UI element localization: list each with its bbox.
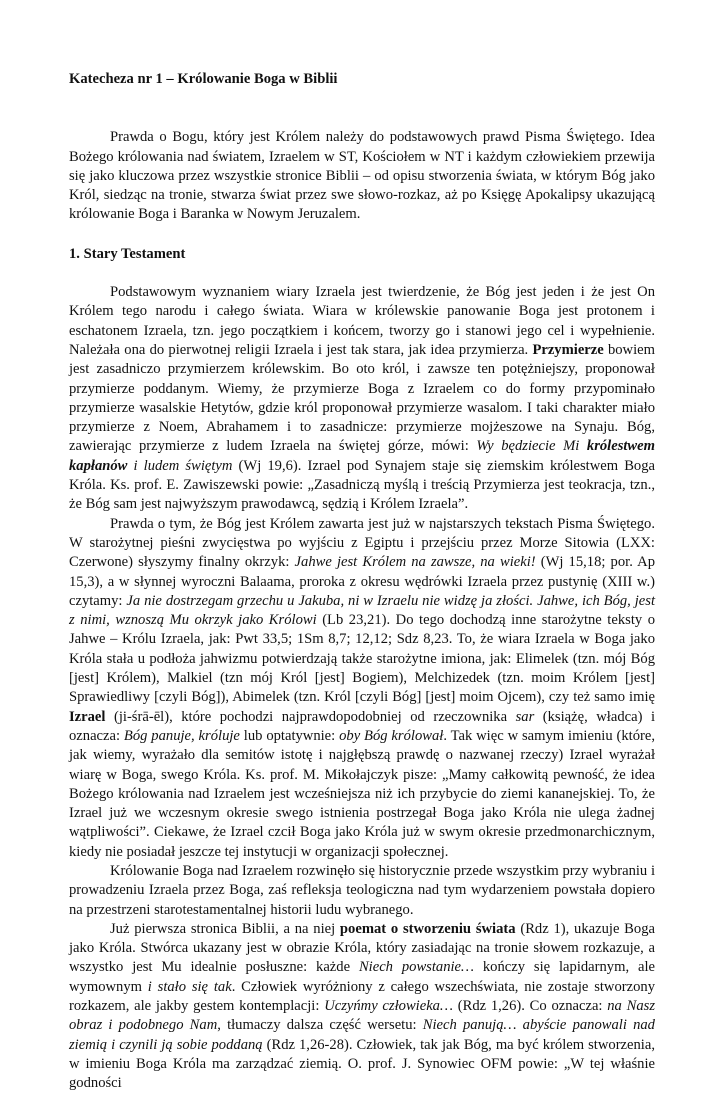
paragraph-1: [69, 283, 655, 515]
text-run: (ji-śrā-ēl), które pochodzi najprawdopodobniej od rzeczownika: [105, 708, 516, 725]
text-run: (Wj 15,18; por. Ap 15,3), a w słynnej wyroczni Balaama, proroka z okresu wędrówki Izraela przez pustynię (XIII w.) czytamy:: [69, 554, 655, 609]
quote-italic: Niech panują… abyście panowali nad ziemią i czynili ją sobie poddaną: [69, 1017, 655, 1053]
text-run: Podstawowym wyznaniem wiary Izraela jest twierdzenie, że Bóg jest jeden i że jest On Królem tego narodu i całego świata. Wiara w królewskie panowanie Boga jest protonem i eschatonem Izraela, tzn. jego początkiem i końcem, tworzy go i stanowi jego cel i wypełnienie. Należała ona do pierwotnej religii Izraela i jest tak stara, jak idea przymierza.: [69, 284, 655, 358]
document-title: Katecheza nr 1 – Królowanie Boga w Biblii: [69, 71, 338, 87]
text-run: Prawda o tym, że Bóg jest Królem zawarta jest już w najstarszych tekstach Pisma Świętego. W starożytnej pieśni zwycięstwa po wyjściu z Egiptu i przejściu przez Morze Sitowia (LXX: Czerwone) słyszymy finalny okrzyk:: [69, 515, 655, 571]
quote-italic: Bóg panuje, króluje: [123, 727, 240, 744]
quote-italic: Ja nie dostrzegam grzechu u Jakuba, ni w Izraelu nie widzę ja złości. Jahwe, ich Bóg, jest z nimi, wznoszą Mu okrzyk jako Królowi: [69, 592, 656, 629]
quote-italic: i stało się tak: [147, 978, 232, 995]
quote-italic: Niech powstanie…: [358, 959, 475, 976]
quote-italic: sar: [515, 708, 535, 725]
text-run: (Rdz 1,26). Co oznacza:: [452, 998, 608, 1015]
text-run: bowiem jest zasadniczo przymierzem królewskim. Bo oto król, i zawsze ten potężniejszy, proponował przymierze poddanym. Wiemy, że przymierze Boga z Izraelem co do formy przypominało przymierze wasalskie Hetytów, gdzie król proponował przymierze wasalom. I taki charakter miało przymierze z Noem, Abrahamem i to zasadnicze: przymierze mojżeszowe na Synaju. Bóg, zawierając przymierze z ludem Izraela na świętej górze, mówi:: [69, 341, 655, 455]
text-run: (Lb 23,21). Do tego dochodzą inne starożytne teksty o Jahwe – Królu Izraela, jak: Pwt 33,5; 1Sm 8,7; 12,12; Sdz 8,23. To, że wiara Izraela w Boga jako Króla stała u podłoża jahwizmu potwierdzają także starożytne imiona, jak: Elimelek (tzn. mój Bóg [jest] Królem), Malkiel (tzn mój Król [jest] Bogiem), Melchizedek (tzn. moim Królem [jest] Sprawiedliwy [czyli Bóg]), Abimelek (tzn. Król [czyli Bóg] [jest] moim Ojcem), czy też samo imię: [69, 612, 655, 706]
quote-italic: oby Bóg królował: [339, 727, 444, 744]
bold-term: Izrael: [69, 708, 106, 725]
text-run: , tłumaczy dalsza część wersetu:: [217, 1017, 423, 1034]
text-run: Już pierwsza stronica Biblii, a na niej: [110, 920, 340, 937]
text-run: (Rdz 1,26-28). Człowiek, tak jak Bóg, ma być królem stworzenia, w imieniu Boga Króla ma zarządzać ziemią. O. prof. J. Synowiec OFM powie: „W tej właśnie godności: [69, 1036, 655, 1092]
paragraph-4: [69, 920, 655, 1094]
bold-term: poemat o stworzeniu świata: [339, 920, 516, 937]
section-heading: 1. Stary Testament: [69, 245, 186, 262]
bold-term: królestwem kapłanów: [69, 438, 655, 474]
quote-italic: Wy będziecie Mi: [476, 438, 587, 455]
text-run: (książę, władca) i oznacza:: [69, 708, 656, 744]
quote-italic: Jahwe jest Królem na zawsze, na wieki!: [294, 554, 536, 571]
intro-paragraph: Prawda o Bogu, który jest Królem należy do podstawowych prawd Pisma Świętego. Idea Bożego królowania nad światem, Izraelem w ST, Kościołem w NT i każdym człowiekiem przewija się jako kluczowa przez wszystkie stronice Biblii – od opisu stworzenia świata, w którym Bóg jako Król, siedząc na tronie, stwarza świat przez swe słowo-rozkaz, aż po Księgę Apokalipsy ukazującą królowanie Boga i Baranka w Nowym Jeruzalem.: [69, 129, 655, 223]
bold-term: Przymierze: [532, 341, 604, 358]
paragraph-2: [69, 515, 655, 862]
text-run: (Rdz 1), ukazuje Boga jako Króla. Stwórca ukazany jest w obrazie Króla, który zasiadając na tronie słowem rozkazuje, a wszystko jest Mu idealnie posłuszne: każde: [69, 920, 655, 976]
text-run: kończy się lapidarnym, ale wymownym: [69, 959, 655, 995]
quote-italic: Uczyńmy człowieka…: [324, 998, 453, 1015]
text-run: (Wj 19,6). Izrael pod Synajem staje się ziemskim królestwem Boga Króla. Ks. prof. E. Zawiszewski powie: „Zasadniczą myślą i treścią Przymierza jest teokracja, tzn., że Bóg sam jest najwyższym prawodawcą, sędzią i Królem Izraela”.: [69, 457, 655, 513]
text-run: . Tak więc w samym imieniu (które, jak wiemy, wyrażało dla semitów istotę i najgłębszą prawdę o nazwanej rzeczy) Izrael wyrażał wiarę w Boga, swego Króla. Ks. prof. M. Mikołajczyk pisze: „Mamy całkowitą pewność, że idea Bożego królowania nad Izraelem jest wcześniejsza niż ich przybycie do ziemi kananejskiej. To, że Izrael już we wczesnym okresie swego istnienia postrzegał Boga jako Króla nie ulega żadnej wątpliwości”. Ciekawe, że Izrael czcił Boga jako Króla już w swym okresie przedmonarchicznym, kiedy nie posiadał jeszcze tej instytucji w organizacji społecznej.: [69, 727, 655, 860]
text-run: lub optatywnie:: [239, 727, 340, 744]
quote-italic: i ludem świętym: [127, 457, 233, 474]
quote-italic: na Nasz obraz i podobnego Nam: [69, 998, 655, 1034]
paragraph-3: Królowanie Boga nad Izraelem rozwinęło się historycznie przede wszystkim przy wybraniu i prowadzeniu Izraela przez Boga, zaś refleksja teologiczna nad tym wydarzeniem powstała dopiero na przestrzeni starotestamentalnej historii ludu wybranego.: [69, 862, 655, 918]
text-run: . Człowiek wyróżniony z całego wszechświata, nie zostaje stworzony rozkazem, ale jakby gestem kontemplacji:: [69, 978, 655, 1015]
